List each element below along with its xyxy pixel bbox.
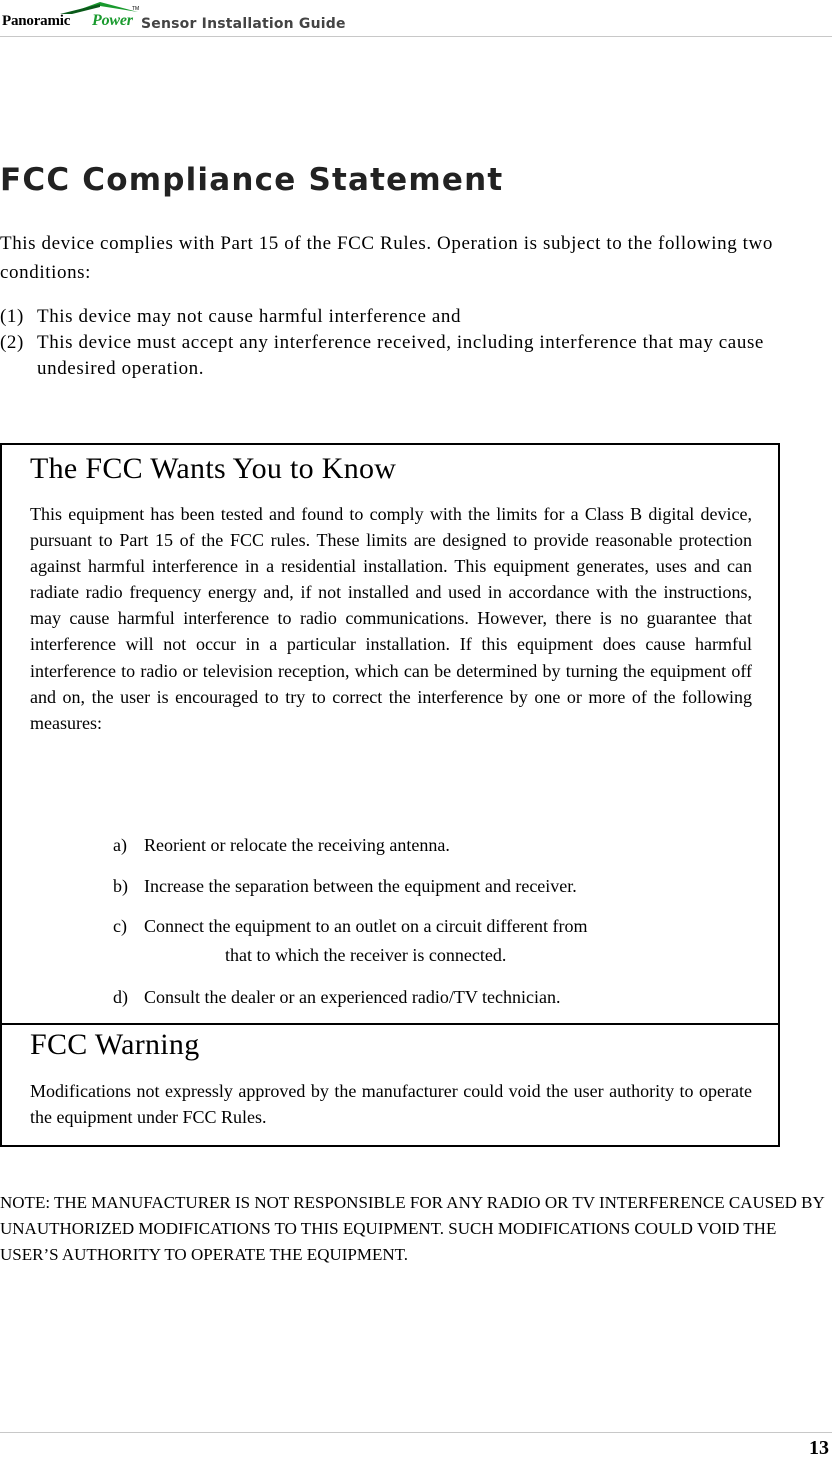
measure-item [113,983,753,1012]
page-footer-rule [0,1432,832,1433]
conditions-list [0,304,800,382]
logo-trademark: TM [132,6,140,12]
measure-label: b) [113,876,128,896]
fcc-info-box [0,443,780,1147]
measure-item [113,872,753,901]
page-number: 13 [809,1437,829,1459]
page-title: FCC Compliance Statement [0,162,504,198]
panoramic-power-logo [0,0,140,34]
measure-label: a) [113,835,127,855]
measure-text: Reorient or relocate the receiving antenna. [144,835,450,855]
measure-item [113,831,753,860]
measure-text: Connect the equipment to an outlet on a circuit different from [144,916,588,936]
condition-number: (1) [0,306,24,327]
condition-text: This device may not cause harmful interference and [37,306,462,327]
logo-word-panoramic: Panoramic [2,13,71,29]
logo-word-power: Power [92,12,133,29]
page-header [0,0,832,37]
condition-item [0,304,800,330]
measure-text: Increase the separation between the equipment and receiver. [144,876,577,896]
guide-title: Sensor Installation Guide [141,16,346,32]
measure-item [113,912,753,970]
measure-label: c) [113,916,127,936]
box-divider [2,1023,778,1025]
fcc-warning-heading: FCC Warning [30,1028,200,1061]
condition-text: This device must accept any interference received, including interference that may cause undesired operation. [37,332,764,379]
fcc-wants-paragraph: This equipment has been tested and found to comply with the limits for a Class B digital device, pursuant to Part 15 of the FCC rules. These limits are designed to provide reasonable protection against harmful interference in a residential installation. This equipment generates, uses and can radiate radio frequency energy and, if not installed and used in accordance with the instructions, may cause harmful interference to radio communications. However, there is no guarantee that interference will not occur in a particular installation. If this equipment does cause harmful interference to radio or television reception, which can be determined by turning the equipment off and on, the user is encouraged to try to correct the interference by one or more of the following measures: [30,504,752,733]
condition-number: (2) [0,332,24,353]
intro-paragraph: This device complies with Part 15 of the FCC Rules. Operation is subject to the following two conditions: [0,233,773,283]
measure-label: d) [113,987,128,1007]
manufacturer-note: NOTE: THE MANUFACTURER IS NOT RESPONSIBLE FOR ANY RADIO OR TV INTERFERENCE CAUSED BY UNAUTHORIZED MODIFICATIONS TO THIS EQUIPMENT. SUCH MODIFICATIONS COULD VOID THE USER’S AUTHORITY TO OPERATE THE EQUIPMENT. [0,1193,825,1264]
condition-item [0,330,800,382]
fcc-wants-heading: The FCC Wants You to Know [30,452,397,485]
measure-text: Consult the dealer or an experienced radio/TV technician. [144,987,561,1007]
fcc-warning-paragraph: Modifications not expressly approved by the manufacturer could void the user authority to operate the equipment under FCC Rules. [30,1081,752,1128]
measure-text-continuation: that to which the receiver is connected. [225,945,507,965]
